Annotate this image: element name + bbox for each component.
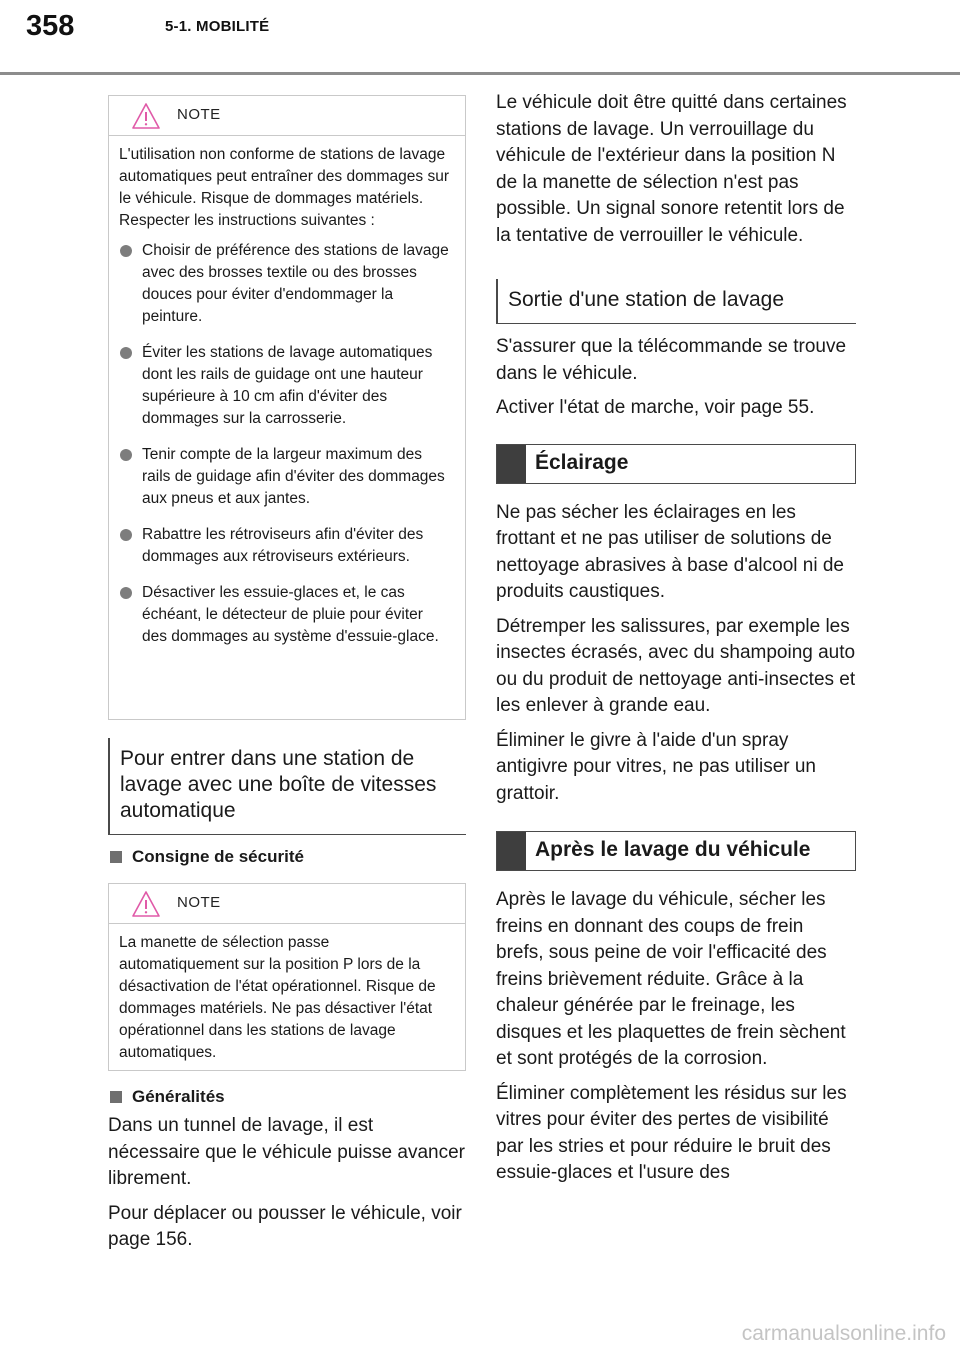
paragraph: S'assurer que la télécommande se trouve dans le véhicule.: [496, 336, 847, 384]
paragraph: Éliminer complètement les résidus sur les vitres pour éviter des pertes de visibilité par les stries et pour réduire le bruit des essuie-glaces et l'usure des: [496, 1082, 847, 1183]
note-box-car-wash: [108, 95, 466, 720]
paragraph: Ne pas sécher les éclairages en les frottant et ne pas utiliser de solutions de nettoyage abrasives à base d'alcool ni de produits caustiques.: [496, 501, 844, 602]
note-header: [109, 884, 465, 924]
list-item-text: Éviter les stations de lavage automatiques dont les rails de guidage ont une hauteur supérieure à 10 cm afin d'éviter des dommages sur la carrosserie.: [142, 344, 433, 427]
subheading-safety: [108, 847, 466, 867]
list-item: [119, 240, 451, 328]
left-column: [108, 95, 466, 1254]
note-label: NOTE: [177, 894, 221, 911]
note-header: [109, 96, 465, 136]
page-number: 358: [26, 10, 75, 42]
right-column: [496, 90, 856, 1187]
note-intro: L'utilisation non conforme de stations de lavage automatiques peut entraîner des dommages sur le véhicule. Risque de dommages matériels. Respecter les instructions suivantes :: [119, 146, 449, 229]
subheading-text: Consigne de sécurité: [132, 847, 304, 866]
paragraph: Éliminer le givre à l'aide d'un spray antigivre pour vitres, ne pas utiliser un grattoir.: [496, 729, 816, 804]
note-box-selector: [108, 883, 466, 1071]
heading-bar: [497, 445, 526, 483]
heading-car-wash-exit: Sortie d'une station de lavage: [496, 279, 856, 324]
subheading-text: Généralités: [132, 1087, 225, 1106]
bullet-dot-icon: [120, 449, 132, 461]
list-item: [119, 524, 451, 568]
note-body: [109, 136, 465, 674]
section-title: 5-1. MOBILITÉ: [165, 18, 270, 35]
warning-icon: [131, 102, 161, 130]
subheading-general: [108, 1087, 466, 1107]
heading-after-wash: [496, 831, 856, 871]
paragraph: Le véhicule doit être quitté dans certaines stations de lavage. Un verrouillage du véhicule de l'extérieur dans la position N de la manette de sélection n'est pas possible. Un signal sonore retentit lors de la tentative de verrouiller le véhicule.: [496, 92, 847, 246]
note-text: La manette de sélection passe automatiquement sur la position P lors de la désactivation de l'état opérationnel. Risque de dommages matériels. Ne pas désactiver l'état opérationnel dans les stations de lavage automatiques.: [119, 934, 436, 1061]
paragraph: Pour déplacer ou pousser le véhicule, voir page 156.: [108, 1202, 462, 1250]
note-label: NOTE: [177, 106, 221, 123]
heading-lighting: [496, 444, 856, 484]
square-bullet-icon: [110, 851, 122, 863]
list-item-text: Tenir compte de la largeur maximum des rails de guidage afin d'éviter des dommages aux pneus et aux jantes.: [142, 446, 445, 507]
list-item-text: Désactiver les essuie-glaces et, le cas échéant, le détecteur de pluie pour éviter des dommages au système d'essuie-glace.: [142, 584, 439, 645]
list-item-text: Choisir de préférence des stations de lavage avec des brosses textile ou des brosses douces pour éviter d'endommager la peinture.: [142, 242, 449, 325]
square-bullet-icon: [110, 1091, 122, 1103]
heading-label: Après le lavage du véhicule: [535, 838, 811, 861]
list-item: [119, 444, 451, 510]
note-body: [109, 924, 465, 1082]
list-item-text: Rabattre les rétroviseurs afin d'éviter des dommages aux rétroviseurs extérieurs.: [142, 526, 424, 565]
list-item: [119, 582, 451, 648]
bullet-dot-icon: [120, 347, 132, 359]
header-rule: [0, 72, 960, 75]
bullet-dot-icon: [120, 529, 132, 541]
heading-car-wash-entry: Pour entrer dans une station de lavage avec une boîte de vitesses automatique: [108, 738, 466, 835]
paragraph: Activer l'état de marche, voir page 55.: [496, 397, 815, 418]
bullet-dot-icon: [120, 587, 132, 599]
list-item: [119, 342, 451, 430]
bullet-dot-icon: [120, 245, 132, 257]
heading-bar: [497, 832, 526, 870]
heading-label: Éclairage: [535, 450, 629, 474]
paragraph: Dans un tunnel de lavage, il est nécessaire que le véhicule puisse avancer librement.: [108, 1115, 465, 1189]
paragraph: Détremper les salissures, par exemple les insectes écrasés, avec du shampoing auto ou du produit de nettoyage anti-insectes et les enlever à grande eau.: [496, 615, 856, 716]
watermark: carmanualsonline.info: [741, 1322, 946, 1345]
warning-icon: [131, 890, 161, 918]
paragraph: Après le lavage du véhicule, sécher les freins en donnant des coups de frein brefs, sous peine de voir l'efficacité des freins brièvement réduite. Grâce à la chaleur générée par le freinage, les disques et les plaquettes de frein sèchent et sont protégés de la corrosion.: [496, 889, 846, 1069]
